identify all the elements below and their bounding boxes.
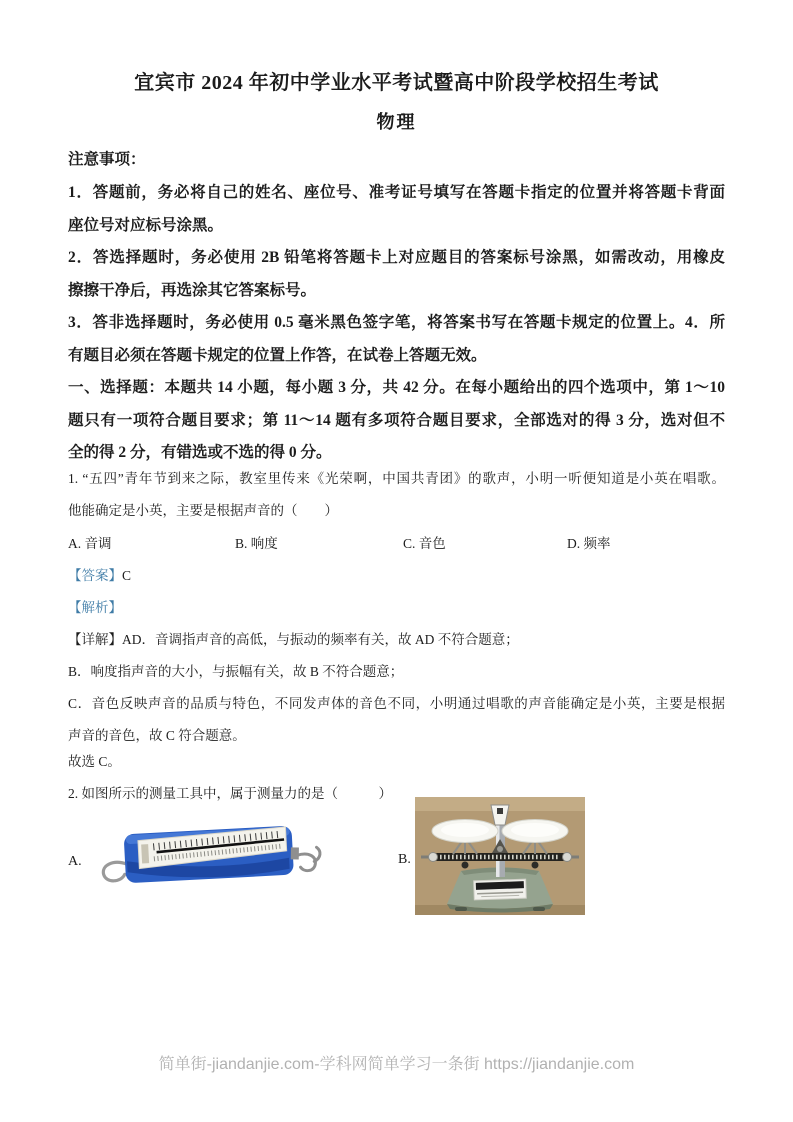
question-1-detail-line-3: C．音色反映声音的品质与特色，不同发声体的音色不同，小明通过唱歌的声音能确定是小英，主要是根据 — [68, 696, 725, 711]
notice-item-1-line-2: 座位号对应标号涂黑。 — [68, 217, 224, 234]
question-1-line-2: 他能确定是小英，主要是根据声音的（ ） — [68, 503, 338, 518]
question-1-detail-line-1: 【详解】AD．音调指声音的高低，与振动的频率有关，故 AD 不符合题意； — [68, 632, 519, 647]
section-1-heading-line-2: 题只有一项符合题目要求；第 11～14 题有多项符合题目要求，全部选对的得 3 分，选对但不 — [68, 412, 725, 429]
balance-scale-icon — [415, 797, 585, 915]
question-1-analysis-row — [68, 591, 725, 624]
question-1-answer-row — [68, 559, 725, 592]
question-1-options-row — [68, 527, 725, 560]
answer-value: C — [122, 568, 132, 583]
question-1-option-d: D. 频率 — [567, 536, 611, 551]
figure-a-spring-dynamometer-photo — [93, 818, 323, 900]
question-2-text: 2. 如图所示的测量工具中，属于测量力的是（ ） — [68, 786, 392, 801]
section-1-heading-line-1: 一、选择题：本题共 14 小题，每小题 3 分，共 42 分。在每小题给出的四个选项中，第 1～10 — [68, 379, 725, 396]
answer-label: 【答案】 — [68, 568, 122, 583]
notice-item-2-line-1: 2．答选择题时，务必使用 2B 铅笔将答题卡上对应题目的答案标号涂黑，如需改动，用橡皮 — [68, 249, 725, 266]
footer-watermark: 简单街-jiandanjie.com-学科网简单学习一条街 https://jiandanjie.com — [158, 1056, 635, 1073]
notice-item-1-line-1: 1．答题前，务必将自己的姓名、座位号、准考证号填写在答题卡指定的位置并将答题卡背面 — [68, 184, 725, 201]
figure-b-label: B. — [398, 852, 411, 867]
question-1-option-b: B. 响度 — [235, 536, 278, 551]
figure-b-balance-scale-photo — [415, 797, 585, 915]
question-1-option-c: C. 音色 — [403, 536, 446, 551]
notice-item-3-line-2: 有题目必须在答题卡规定的位置上作答，在试卷上答题无效。 — [68, 347, 487, 364]
document-title: 宜宾市 2024 年初中学业水平考试暨高中阶段学校招生考试 — [134, 72, 659, 94]
spring-dynamometer-icon — [93, 818, 323, 900]
figure-a-label: A. — [68, 854, 82, 869]
question-1-detail-line-2: B．响度指声音的大小，与振幅有关，故 B 不符合题意； — [68, 664, 404, 679]
document-subject: 物理 — [376, 112, 417, 132]
notice-item-2-line-2: 擦擦干净后，再选涂其它答案标号。 — [68, 282, 317, 299]
question-1-detail-line-4: 声音的音色，故 C 符合题意。 — [68, 728, 246, 743]
question-1-line-1: 1. “五四”青年节到来之际，教室里传来《光荣啊，中国共青团》的歌声，小明一听便知道是小英在唱歌。 — [68, 471, 725, 486]
question-1-conclusion: 故选 C。 — [68, 754, 121, 769]
question-1-option-a: A. 音调 — [68, 536, 112, 551]
analysis-label: 【解析】 — [68, 600, 122, 615]
notice-heading: 注意事项： — [68, 151, 146, 168]
section-1-heading-line-3: 全的得 2 分，有错选或不选的得 0 分。 — [68, 444, 332, 461]
notice-item-3-line-1: 3．答非选择题时，务必使用 0.5 毫米黑色签字笔，将答案书写在答题卡规定的位置上。4．所 — [68, 314, 725, 331]
